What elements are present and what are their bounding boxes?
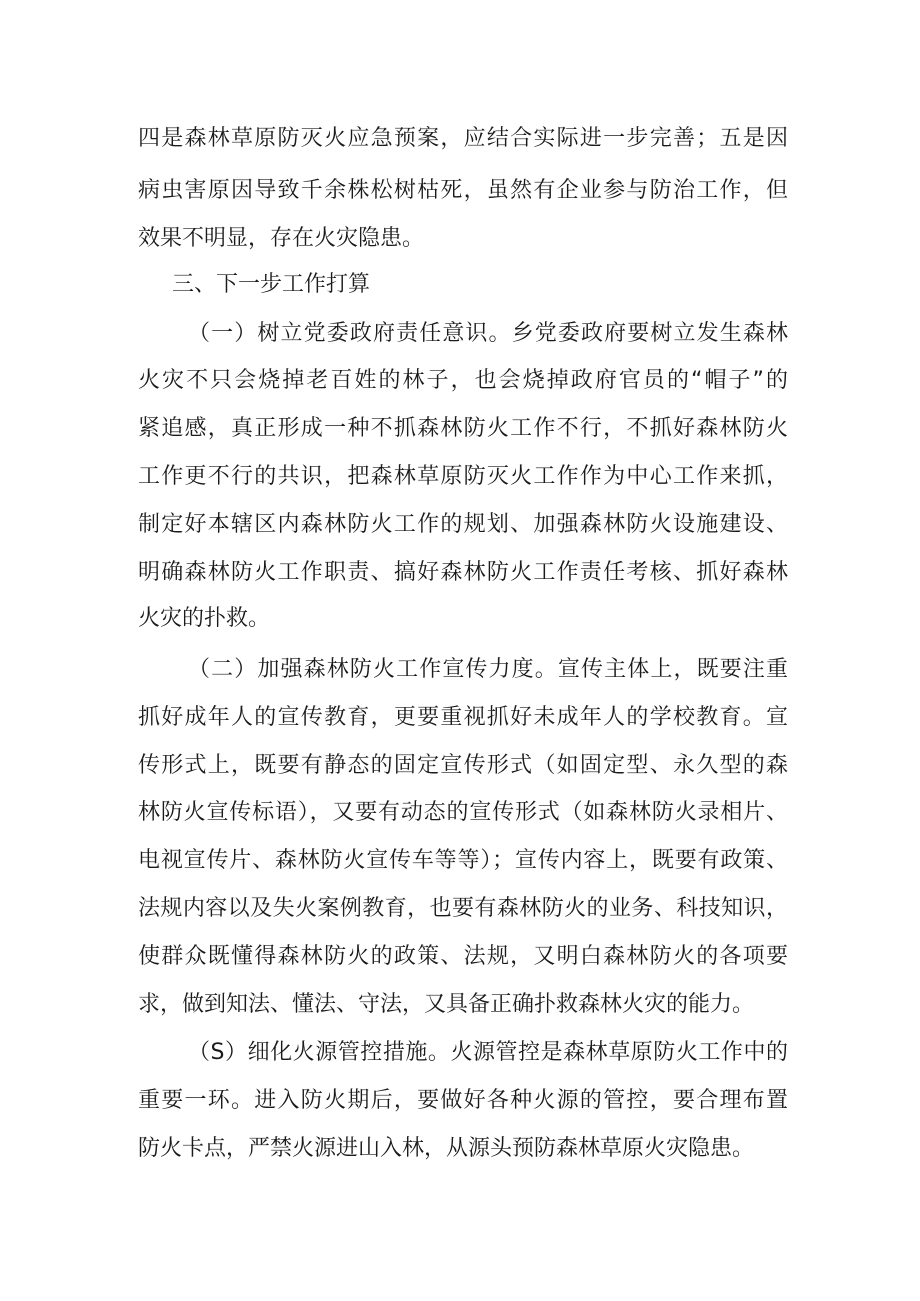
paragraph-line: 求，做到知法、懂法、守法，又具备正确扑救森林火灾的能力。 <box>138 992 755 1017</box>
paragraph-line: 传形式上，既要有静态的固定宣传形式（如固定型、永久型的森 <box>138 753 788 778</box>
paragraph-line: 四是森林草原防灭火应急预案，应结合实际进一步完善；五是因 <box>138 126 788 151</box>
paragraph-line: （S）细化火源管控措施。火源管控是森林草原防火工作中的 <box>188 1040 788 1065</box>
paragraph-line: 重要一环。进入防火期后，要做好各种火源的管控，要合理布置 <box>138 1088 788 1113</box>
paragraph-line: （二）加强森林防火工作宣传力度。宣传主体上，既要注重 <box>188 657 788 682</box>
paragraph-line: 效果不明显，存在火灾隐患。 <box>138 226 425 251</box>
paragraph-line: 防火卡点，严禁火源进山入林，从源头预防森林草原火灾隐患。 <box>138 1136 755 1161</box>
section-heading: 三、下一步工作打算 <box>172 272 371 297</box>
paragraph-line: 法规内容以及失火案例教育，也要有森林防火的业务、科技知识， <box>138 896 788 921</box>
paragraph-line: 制定好本辖区内森林防火工作的规划、加强森林防火设施建设、 <box>138 512 788 537</box>
paragraph-line: 火灾不只会烧掉老百姓的林子，也会烧掉政府官员的“帽子”的 <box>138 368 788 393</box>
paragraph-line: 电视宣传片、森林防火宣传车等等）；宣传内容上，既要有政策、 <box>138 848 788 873</box>
paragraph-line: （一）树立党委政府责任意识。乡党委政府要树立发生森林 <box>188 321 788 346</box>
paragraph-line: 林防火宣传标语），又要有动态的宣传形式（如森林防火录相片、 <box>138 800 788 825</box>
paragraph-line: 病虫害原因导致千余株松树枯死，虽然有企业参与防治工作，但 <box>138 178 788 203</box>
paragraph-line: 明确森林防火工作职责、搞好森林防火工作责任考核、抓好森林 <box>138 560 788 585</box>
paragraph-line: 使群众既懂得森林防火的政策、法规，又明白森林防火的各项要 <box>138 944 788 969</box>
paragraph-line: 紧追感，真正形成一种不抓森林防火工作不行，不抓好森林防火 <box>138 416 788 441</box>
paragraph-line: 工作更不行的共识，把森林草原防灭火工作作为中心工作来抓， <box>138 464 788 489</box>
paragraph-line: 抓好成年人的宣传教育，更要重视抓好未成年人的学校教育。宣 <box>138 705 788 730</box>
paragraph-line: 火灾的扑救。 <box>138 606 271 631</box>
